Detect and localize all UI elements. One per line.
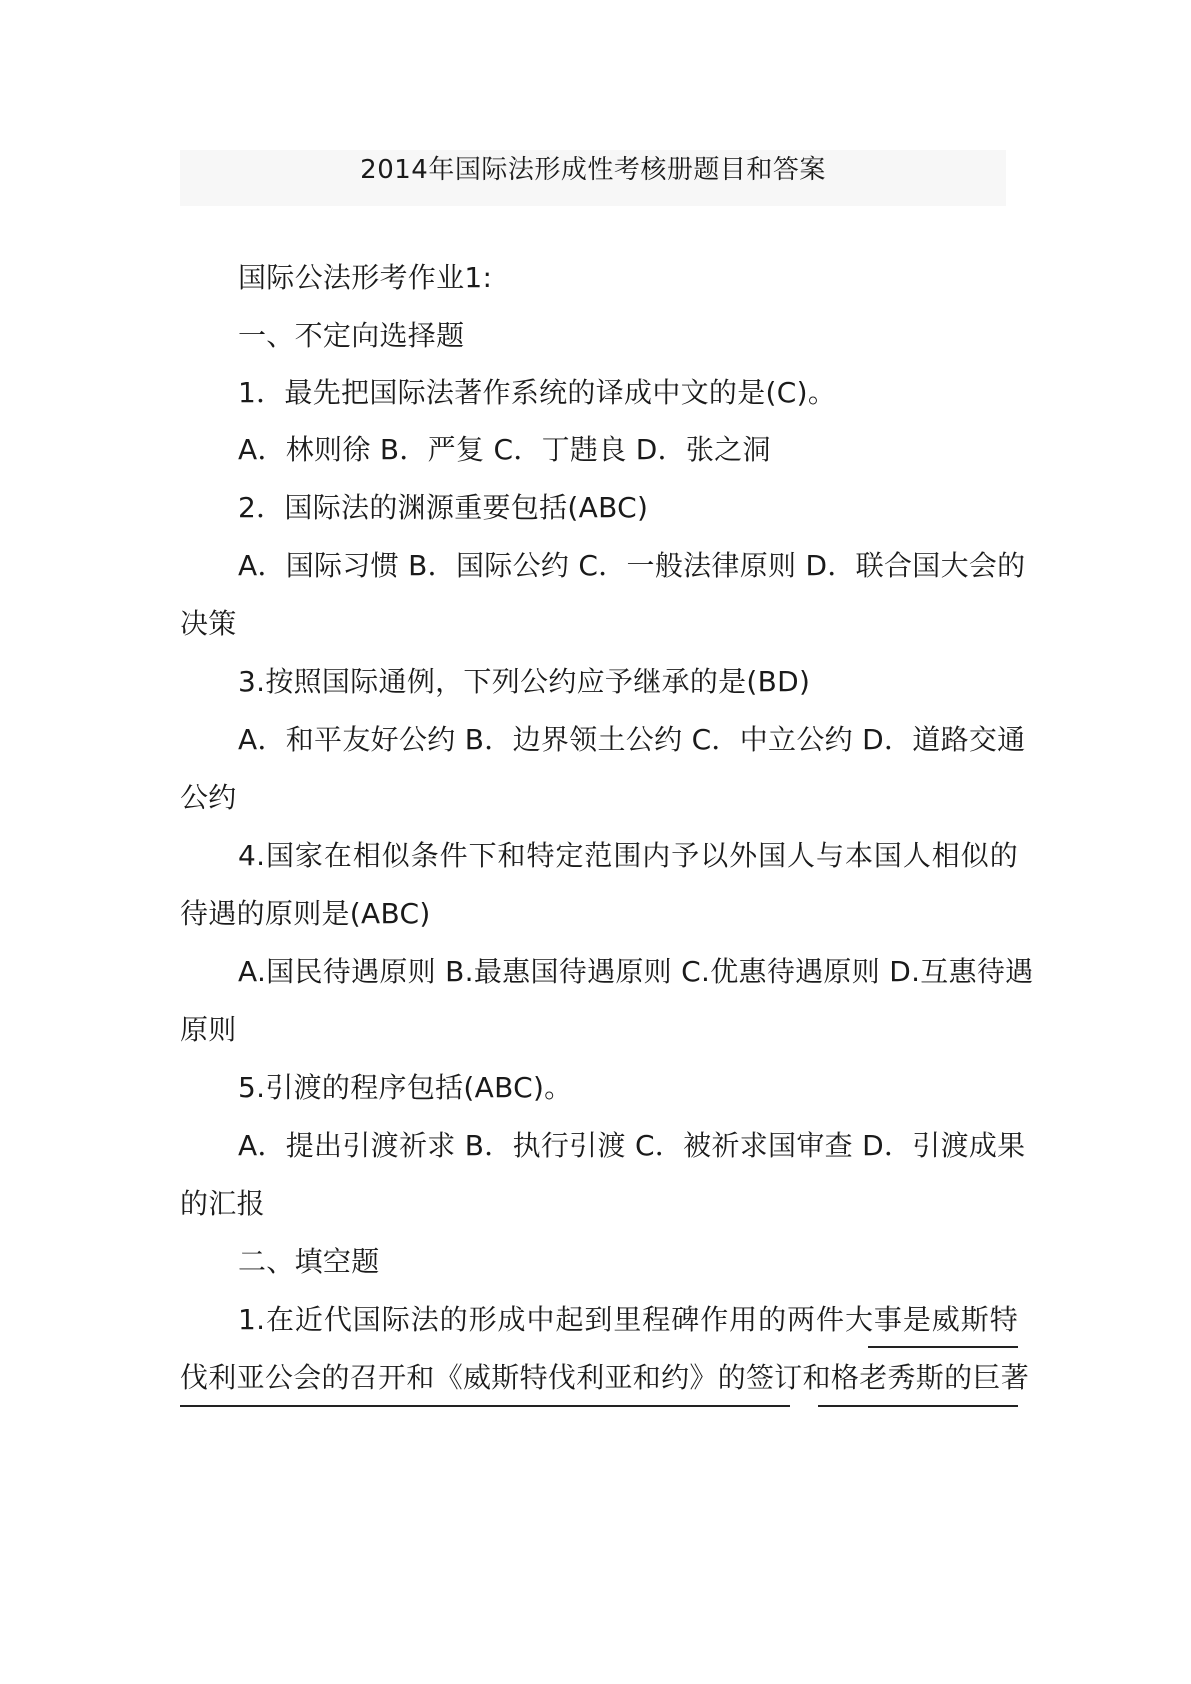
fill-in-question-1-continued: 伐利亚公会的召开和《威斯特伐利亚和约》的签订和格老秀斯的巨著 bbox=[180, 1361, 1030, 1394]
question-2: 2．国际法的渊源重要包括(ABC) bbox=[238, 491, 649, 524]
assignment-heading: 国际公法形考作业1: bbox=[238, 261, 493, 294]
question-4-options: A.国民待遇原则 B.最惠国待遇原则 C.优惠待遇原则 D.互惠待遇 bbox=[238, 955, 1034, 988]
fill-in-question-1: 1.在近代国际法的形成中起到里程碑作用的两件大事是威斯特 bbox=[238, 1303, 1018, 1336]
question-3-options-continued: 公约 bbox=[180, 781, 237, 814]
section-heading-multiple-choice: 一、不定向选择题 bbox=[238, 319, 465, 352]
question-5: 5.引渡的程序包括(ABC)。 bbox=[238, 1071, 573, 1104]
question-5-options-continued: 的汇报 bbox=[180, 1187, 265, 1220]
answer-underline bbox=[180, 1405, 790, 1407]
document-title: 2014年国际法形成性考核册题目和答案 bbox=[360, 155, 826, 185]
section-heading-fill-in: 二、填空题 bbox=[238, 1245, 380, 1278]
answer-underline bbox=[868, 1346, 1018, 1348]
question-4-options-continued: 原则 bbox=[180, 1013, 237, 1046]
question-2-options: A．国际习惯 B．国际公约 C．一般法律原则 D．联合国大会的 bbox=[238, 549, 1026, 582]
question-3-options: A．和平友好公约 B．边界领土公约 C．中立公约 D．道路交通 bbox=[238, 723, 1026, 756]
question-4-continued: 待遇的原则是(ABC) bbox=[180, 897, 431, 930]
question-4: 4.国家在相似条件下和特定范围内予以外国人与本国人相似的 bbox=[238, 839, 1018, 872]
answer-underline bbox=[818, 1405, 1018, 1407]
question-5-options: A．提出引渡祈求 B．执行引渡 C．被祈求国审查 D．引渡成果 bbox=[238, 1129, 1026, 1162]
question-3: 3.按照国际通例，下列公约应予继承的是(BD) bbox=[238, 665, 811, 698]
question-2-options-continued: 决策 bbox=[180, 607, 237, 640]
question-1: 1．最先把国际法著作系统的译成中文的是(C)。 bbox=[238, 376, 837, 409]
question-1-options: A．林则徐 B．严复 C．丁韪良 D．张之洞 bbox=[238, 433, 771, 466]
